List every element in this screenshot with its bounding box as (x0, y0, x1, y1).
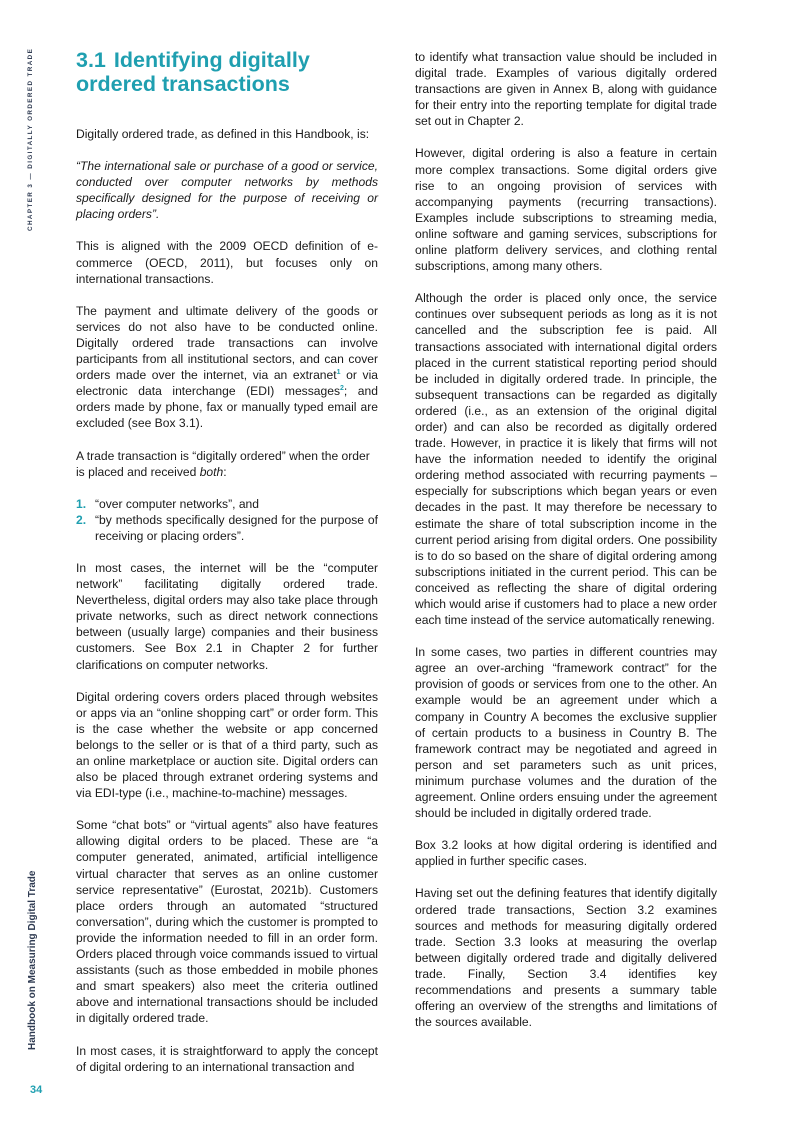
section-number: 3.1 (76, 48, 106, 72)
paragraph: In some cases, two parties in different countries may agree an over-arching “framework contract” for the provision of goods or services from one to the other. An example would be an agreement under which a company in Country A becomes the exclusive supplier of certain products to a business in Country B. The framework contract may be negotiated and agreed in person and set parameters such as unit prices, minimum purchase volumes and the duration of the agreement. Online orders ensuing under the agreement should be included in digitally ordered trade. (415, 645, 717, 821)
paragraph-text: A trade transaction is “digitally ordered” when the order is placed and received (76, 448, 370, 479)
criteria-list (76, 496, 378, 544)
running-footer-book-title: Handbook on Measuring Digital Trade (27, 870, 38, 1050)
definition-quote: “The international sale or purchase of a good or service, conducted over computer networks by methods specifically designed for the purpose of receiving or placing orders”. (76, 159, 378, 222)
paragraph-text: The payment and ultimate delivery of the goods or services do not also have to be conducted online. Digitally ordered trade transactions can involve participants from all institutional sectors, and can cover orders made over the internet, via an extranet (76, 303, 378, 383)
paragraph-text: ; and orders made by phone, fax or manually typed email are excluded (see Box 3.1). (76, 384, 378, 431)
footnote-ref-2[interactable]: 2 (340, 385, 344, 393)
left-column (76, 48, 378, 1091)
list-item (76, 512, 378, 544)
section-title: Identifying digitally ordered transactions (76, 48, 310, 96)
paragraph: Box 3.2 looks at how digital ordering is identified and applied in further specific cases. (415, 838, 717, 869)
paragraph (76, 303, 378, 432)
paragraph: Although the order is placed only once, the service continues over subsequent periods as long as it is not cancelled and the subscription fee is paid. All transactions associated with international digital orders placed in the current statistical reporting period should be included in digitally ordered trade. In principle, the subsequent transactions can be regarded as digitally ordered (i.e., as an extension of the original digital order) and can also be recorded as digitally ordered trade. However, in practice it is likely that firms will not have the information needed to identify the original ordering method associated with recurring payments – especially for subscriptions which began years or even decades in the past. It may therefore be necessary to estimate the share of total subscription income in the current period arising from digital orders. One possibility is to do so based on the share of digital ordering among subscriptions initiated in the current period. This can be conceived as reflecting the share of digital ordering which would arise if customers had to place a new order each time instead of the service automatically renewing. (415, 291, 717, 628)
paragraph: This is aligned with the 2009 OECD definition of e-commerce (OECD, 2011), but focuses only on international transactions. (76, 239, 378, 286)
list-marker: 2. (76, 512, 87, 527)
paragraph: to identify what transaction value should be included in digital trade. Examples of various digitally ordered transactions are given in Annex B, along with guidance for their entry into the reporting template for digital trade set out in Chapter 2. (415, 50, 717, 129)
paragraph: However, digital ordering is also a feature in certain more complex transactions. Some digital orders give rise to an ongoing provision of services with accompanying payments (recurring transactions). Examples include subscriptions to streaming media, online software and gaming services, subscriptions for online platform delivery services, and clothing rental subscriptions, among many others. (415, 146, 717, 274)
page-number: 34 (30, 1084, 43, 1096)
paragraph: Digital ordering covers orders placed through websites or apps via an “online shopping cart” or order form. This is the case whether the website or app concerned belongs to the seller or is that of a third party, such as an online marketplace or auction site. Digital orders can also be placed through extranet ordering systems and via EDI-type (i.e., machine-to-machine) messages. (76, 689, 378, 801)
paragraph-text: or via electronic data interchange (EDI) messages (76, 368, 378, 399)
running-header-chapter: CHAPTER 3 — DIGITALLY ORDERED TRADE (27, 48, 34, 232)
paragraph: Digitally ordered trade, as defined in this Handbook, is: (76, 127, 370, 141)
section-heading (76, 48, 378, 96)
footnote-ref-1[interactable]: 1 (336, 369, 341, 377)
list-item-text: “over computer networks”, and (95, 496, 260, 511)
paragraph: In most cases, it is straightforward to apply the concept of digital ordering to an international transaction and (76, 1043, 378, 1074)
emphasis-text: both (199, 464, 224, 479)
paragraph-text: : (223, 464, 227, 479)
list-item (76, 496, 378, 512)
list-marker: 1. (76, 496, 87, 511)
paragraph (76, 448, 378, 480)
list-item-text: “by methods specifically designed for the purpose of receiving or placing orders”. (95, 512, 378, 543)
paragraph: Some “chat bots” or “virtual agents” also have features allowing digital orders to be placed. These are “a computer generated, animated, artificial intelligence virtual character that serves as an online customer service representative” (Eurostat, 2021b). Customers place orders through an automated “structured conversation”, during which the customer is prompted to provide the information needed to fill in an order form. Orders placed through voice commands issued to virtual assistants (such as those embedded in mobile phones and smart speakers) also meet the criteria outlined above and international transactions should be included in digitally ordered trade. (76, 818, 378, 1026)
paragraph: Having set out the defining features that identify digitally ordered trade transactions, Section 3.2 examines sources and methods for measuring digitally ordered trade. Section 3.3 looks at measuring the overlap between digitally ordered trade and digitally delivered trade. Finally, Section 3.4 identifies key recommendations and presents a summary table offering an overview of the strengths and limitations of the sources available. (415, 886, 717, 1030)
paragraph: In most cases, the internet will be the “computer network” facilitating digitally ordered trade. Nevertheless, digital orders may also take place through private networks, such as direct network connections between (usually large) companies and their business customers. See Box 2.1 in Chapter 2 for further clarifications on computer networks. (76, 560, 378, 672)
right-column (415, 49, 717, 1046)
